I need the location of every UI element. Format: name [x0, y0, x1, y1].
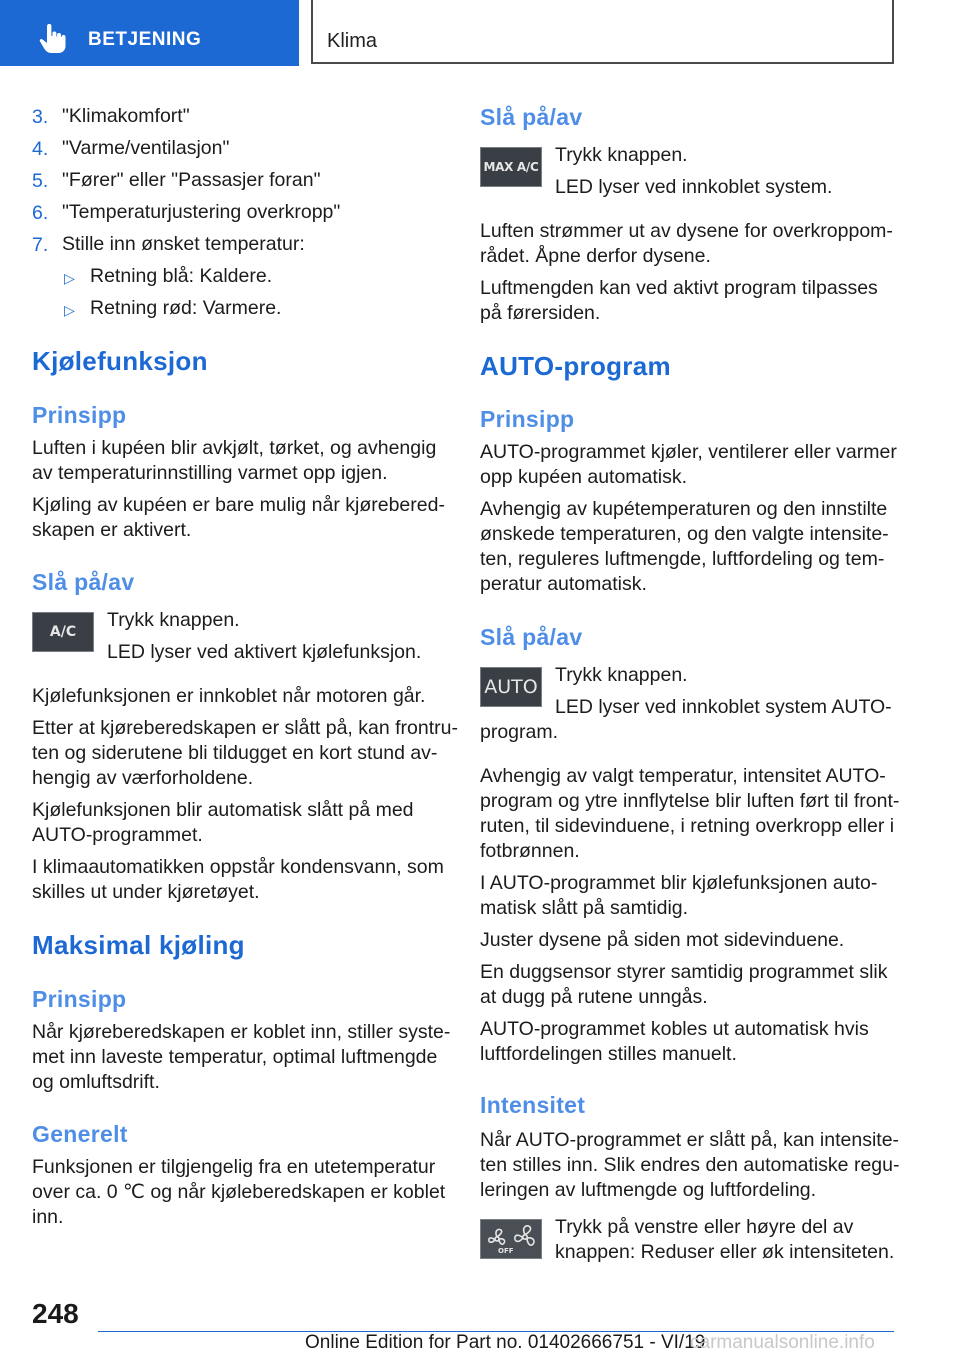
paragraph-line: Luften i kupéen blir avkjølt, tørket, og avhengig	[32, 437, 437, 459]
triangle-bullet-icon: ▷	[64, 270, 75, 286]
heading-auto-program: AUTO-program	[480, 351, 671, 381]
subheading-prinsipp: Prinsipp	[32, 986, 127, 1012]
step-text: "Varme/ventilasjon"	[62, 137, 230, 159]
fan-instruction: Trykk på venstre eller høyre del av	[555, 1216, 854, 1238]
edition-text: Online Edition for Part no. 01402666751 - VI/19	[305, 1332, 706, 1353]
paragraph-line: AUTO-programmet kjøler, ventilerer eller varmer	[480, 441, 897, 463]
subheading-sla-pa-av: Slå på/av	[480, 624, 583, 650]
step-number: 7.	[32, 234, 49, 256]
step-number: 5.	[32, 170, 49, 192]
max-ac-led-text: LED lyser ved innkoblet system.	[555, 176, 833, 198]
max-ac-button-label: MAX A/C	[483, 160, 539, 174]
paragraph-line: ten stilles inn. Slik endres den automatiske regu-	[480, 1154, 900, 1176]
ac-led-text: LED lyser ved aktivert kjølefunksjon.	[107, 641, 422, 663]
auto-button	[480, 667, 542, 707]
paragraph-line: skapen er aktivert.	[32, 519, 192, 541]
auto-led-text-cont: program.	[480, 721, 559, 743]
ac-instruction: Trykk knappen.	[107, 609, 240, 631]
paragraph-line: Funksjonen er tilgjengelig fra en utetemperatur	[32, 1156, 436, 1178]
subheading-prinsipp: Prinsipp	[480, 406, 575, 432]
paragraph-line: på førersiden.	[480, 302, 601, 324]
paragraph-line: luftfordelingen stilles manuelt.	[480, 1043, 737, 1065]
watermark-text: carmanualsonline.info	[690, 1332, 875, 1353]
paragraph-line: met inn laveste temperatur, optimal luftmengde	[32, 1046, 438, 1068]
step-number: 4.	[32, 138, 49, 160]
hand-pointer-icon	[38, 24, 66, 54]
triangle-bullet-icon: ▷	[64, 302, 75, 318]
heading-maksimal-kjoling: Maksimal kjøling	[32, 930, 245, 960]
subheading-sla-pa-av: Slå på/av	[32, 569, 135, 595]
paragraph-line: Når kjøreberedskapen er koblet inn, stiller syste-	[32, 1021, 451, 1043]
subheading-sla-pa-av: Slå på/av	[480, 104, 583, 130]
section-label: BETJENING	[88, 29, 202, 50]
chapter-box	[311, 0, 894, 64]
paragraph-line: skilles ut under kjøretøyet.	[32, 881, 260, 903]
paragraph-line: I AUTO-programmet blir kjølefunksjonen auto-	[480, 872, 878, 894]
step-text: "Fører" eller "Passasjer foran"	[62, 169, 321, 191]
paragraph-line: Juster dysene på siden mot sidevinduene.	[480, 929, 845, 951]
max-ac-instruction: Trykk knappen.	[555, 144, 688, 166]
paragraph-line: Luftmengden kan ved aktivt program tilpasses	[480, 277, 878, 299]
auto-led-text: LED lyser ved innkoblet system AUTO-	[555, 696, 892, 718]
paragraph-line: AUTO-programmet.	[32, 824, 203, 846]
ac-button-label: A/C	[49, 624, 77, 640]
paragraph-line: program og ytre innflytelse blir luften ført til front-	[480, 790, 900, 812]
chapter-label: Klima	[327, 30, 378, 52]
paragraph-line: Kjølefunksjonen er innkoblet når motoren går.	[32, 685, 426, 707]
paragraph-line: at dugg på rutene unngås.	[480, 986, 708, 1008]
ac-button	[32, 612, 94, 652]
bullet-text: Retning rød: Varmere.	[90, 297, 282, 319]
paragraph-line: over ca. 0 ℃ og når kjøleberedskapen er koblet	[32, 1181, 446, 1203]
paragraph-line: Kjøling av kupéen er bare mulig når kjørebered-	[32, 494, 445, 516]
paragraph-line: En duggsensor styrer samtidig programmet slik	[480, 961, 888, 983]
paragraph-line: matisk slått på samtidig.	[480, 897, 689, 919]
paragraph-line: peratur automatisk.	[480, 573, 647, 595]
step-number: 3.	[32, 106, 49, 128]
page-number: 248	[32, 1298, 79, 1329]
subheading-intensitet: Intensitet	[480, 1092, 586, 1118]
paragraph-line: I klimaautomatikken oppstår kondensvann, som	[32, 856, 444, 878]
paragraph-line: Luften strømmer ut av dysene for overkroppom-	[480, 220, 893, 242]
step-text: "Klimakomfort"	[62, 105, 190, 127]
paragraph-line: Avhengig av kupétemperaturen og den innstilte	[480, 498, 888, 520]
fan-instruction-cont: knappen: Reduser eller øk intensiteten.	[555, 1241, 895, 1263]
bullet-text: Retning blå: Kaldere.	[90, 265, 273, 287]
paragraph-line: rådet. Åpne derfor dysene.	[480, 245, 711, 267]
paragraph-line: hengig av værforholdene.	[32, 767, 254, 789]
auto-instruction: Trykk knappen.	[555, 664, 688, 686]
paragraph-line: inn.	[32, 1206, 64, 1228]
subheading-generelt: Generelt	[32, 1121, 128, 1147]
paragraph-line: Avhengig av valgt temperatur, intensitet AUTO-	[480, 765, 886, 787]
paragraph-line: ønskede temperaturen, og den valgte intensite-	[480, 523, 889, 545]
auto-button-label: AUTO	[484, 676, 538, 698]
paragraph-line: fotbrønnen.	[480, 840, 580, 862]
paragraph-line: opp kupéen automatisk.	[480, 466, 688, 488]
paragraph-line: og omluftsdrift.	[32, 1071, 160, 1093]
paragraph-line: ten og siderutene bli tildugget en kort stund av-	[32, 742, 438, 764]
paragraph-line: Kjølefunksjonen blir automatisk slått på med	[32, 799, 414, 821]
paragraph-line: Når AUTO-programmet er slått på, kan intensite-	[480, 1129, 900, 1151]
step-number: 6.	[32, 202, 49, 224]
fan-off-label: OFF	[498, 1247, 514, 1255]
paragraph-line: Etter at kjøreberedskapen er slått på, kan frontru-	[32, 717, 458, 739]
paragraph-line: av temperaturinnstilling varmet opp igjen.	[32, 462, 388, 484]
step-text: Stille inn ønsket temperatur:	[62, 233, 305, 255]
paragraph-line: ten, reguleres luftmengde, luftfordeling og tem-	[480, 548, 885, 570]
heading-kjolefunksjon: Kjølefunksjon	[32, 346, 208, 376]
fan-icon	[481, 1220, 541, 1258]
fan-intensity-button	[480, 1219, 542, 1259]
subheading-prinsipp: Prinsipp	[32, 402, 127, 428]
paragraph-line: ruten, til sidevinduene, i retning overkropp eller i	[480, 815, 895, 837]
max-ac-button	[480, 147, 542, 187]
paragraph-line: AUTO-programmet kobles ut automatisk hvis	[480, 1018, 869, 1040]
paragraph-line: leringen av luftmengde og luftfordeling.	[480, 1179, 817, 1201]
step-text: "Temperaturjustering overkropp"	[62, 201, 341, 223]
section-tab[interactable]	[0, 0, 299, 66]
